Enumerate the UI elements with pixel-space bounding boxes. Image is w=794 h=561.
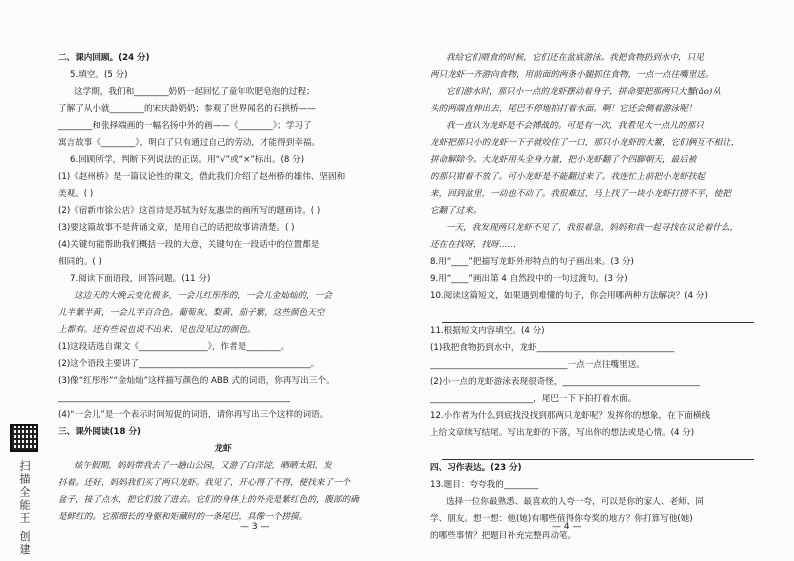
section-heading: 四、习作表达。(23 分) [430,463,522,473]
side-caption: 扫描全能王 创建 [18,460,31,557]
passage-line: 抖着。还好，妈妈我们买了两只龙虾。我见了，开心得了不得，便找来了一个 [58,478,351,488]
question-line: 的哪些事情？把题目补充完整再动笔。 [430,531,577,541]
question-line: 了解了从小就________的宋庆龄奶奶；参观了世界闻名的石拱桥—— [58,104,316,114]
answer-line[interactable] [442,305,754,323]
passage-line: 盆子，接了点水，把它们放了进去。它们的身体上的外壳是紫红色的，腹部的确 [58,495,359,505]
question-line: (1)这段话选自课文《________________》，作者是________。 [58,342,290,352]
question-line: (3)像“红彤彤”“金灿灿”这样描写颜色的 ABB 式的词语，你再写出三个。 [58,376,335,386]
passage-line: 我给它们喂食的时候，它们还在盆底游泳。我把食物扔到水中，只见 [446,53,704,63]
question-line: (1)《赵州桥》是一篇议论性的课文，借此我们介绍了赵州桥的雄伟、坚固和 [58,172,346,182]
question-line: (2)这个语段主要讲了________________________________________。 [58,359,320,369]
question-line: ________________________________一点一点往嘴里送。 [430,360,645,370]
passage-line: 一天，我发现两只龙虾不见了，我很着急，妈妈和我一起寻找在议论着什么， [446,223,739,233]
passage-line: 这边天的大晚云变化极多，一会儿红彤彤的，一会儿金灿灿的，一会 [74,291,332,301]
question-line: 6.回顾所学，判断下列说法的正误。用“√”或“×”标出。(8 分) [70,155,305,165]
passage-line: 龙虾把那只小的龙虾一下子就咬住了一口，那只小龙虾的大鳌，它们俩互不相让， [430,138,740,148]
question-line: 12.小作者为什么到底找没找到那两只龙虾呢？发挥你的想象，在下面横线 [430,411,711,421]
passage-line: 儿半紫半黄，一会儿半百合色。葡萄灰、梨黄、茄子紫，这些颜色天空 [58,308,325,318]
passage-line: 还在在找呀，找呀…… [430,240,516,250]
question-line: (2)小一点的龙虾游泳表现很奇怪，________________________________ [430,377,700,387]
passage-line: 两只龙虾一齐游向食物，用前面的两条小腿抓住食物，一点一点往嘴里送。 [430,70,714,80]
passage-line: 它翻了过来。 [430,206,482,216]
passage-line: 它们游水时，那只小一点的龙虾摆动着身子，拼命要把那两只大蟹(ǎo)从 [446,87,721,97]
page-number: — 3 — [240,522,270,532]
question-line: 13.题目：夸夸我的________ [430,480,539,490]
passage-line: 来，回到盆里，一动也不动了。我很难过，马上找了一块小龙虾打捞不平，使把 [430,189,731,199]
question-line: 7.阅读下面语段，回答问题。(11 分) [70,274,211,284]
question-line: (1)我把食物扔到水中，龙虾________________________________ [430,343,675,353]
section-heading: 三、课外阅读(18 分) [58,427,141,437]
qr-code-icon [10,424,38,452]
passage-line: 我一直认为龙虾是不会搏战的。可是有一次，我看见大一点儿的那只 [446,121,704,131]
question-line: 8.用“____”把描写龙虾外形特点的句子画出来。(3 分) [430,257,634,267]
question-line: 10.阅读这篇短文，如果遇到难懂的句子，你会用哪两种方法解决？(4 分) [430,291,708,301]
question-line: 11.根据短文内容填空。(4 分) [430,326,545,336]
question-line: 上给文章续写结尾。写出龙虾的下落，写出你的想法或是心情。(4 分) [430,428,695,438]
question-line: ______________________________________________________ [58,393,291,403]
page-3-column [58,50,388,526]
passage-line: 拼命解除今。大龙虾用头全身力量，把小龙虾翻了个四脚朝天，最后被 [430,155,697,165]
question-line: ________和张择端画的一幅名扬中外的画——《________》；学习了 [58,121,312,131]
question-line: 9.用“____”画出第 4 自然段中的一句过渡句。(3 分) [430,274,628,284]
question-line: 美观。( ) [58,189,94,199]
question-line: (4)“一会儿”是一个表示时间短促的词语，请你再写出三个这样的词语。 [58,410,329,420]
page-4-column [430,50,760,545]
question-line: 相同的。( ) [58,257,102,267]
passage-title: 龙虾 [214,444,232,454]
question-line: (4)关键句能帮助我们概括一段的大意，关键句在一段话中的位置都是 [58,240,320,250]
passage-line: 头的两端直伸出去，尾巴不停地拍打着水面。啊！它还会侧着游泳呢！ [430,104,697,114]
passage-line: 上都有。还有些说也说不出来、见也没见过的颜色。 [58,325,256,335]
question-line: ________________________，尾巴一下下拍打着水面。 [430,394,637,404]
question-line: (2)《宿新市徐公店》这首诗是苏轼为好友惠崇的画所写的题画诗。( ) [58,206,321,216]
page-number: — 4 — [552,522,582,532]
passage-line: 炫午假期，妈妈带我去了一趟山公园，又游了白洋淀，晒晒太阳，发 [74,461,332,471]
question-line: 这学期，我们和________奶奶一起回忆了童年吹肥皂泡的过程； [74,87,315,97]
question-line: 选择一位你最熟悉、最喜欢的人夸一夸，可以是你的家人、老师、同 [446,497,704,507]
question-line: (3)要这篇故事不是背诵文章，是用自己的话把故事讲清楚。( ) [58,223,295,233]
passage-line: 的那只钳着不放了。可小龙虾是不能翻过来了。我连忙上前把小龙虾扶起 [430,172,706,182]
question-line: 学、朋友。想一想：他(她)有哪些值得你夸奖的地方？你打算写他(她) [430,514,693,524]
answer-line[interactable] [442,442,754,460]
question-line: 寓言故事《________》，明白了只有通过自己的劳动，才能得到幸福。 [58,138,321,148]
passage-line: 是鲜红的。它那细长的身躯和矩藏时的一条尾巴，具像一个捞摸。 [58,512,308,522]
section-heading: 二、课内回顾。(24 分) [58,53,150,63]
question-line: 5.填空。(5 分) [70,70,128,80]
